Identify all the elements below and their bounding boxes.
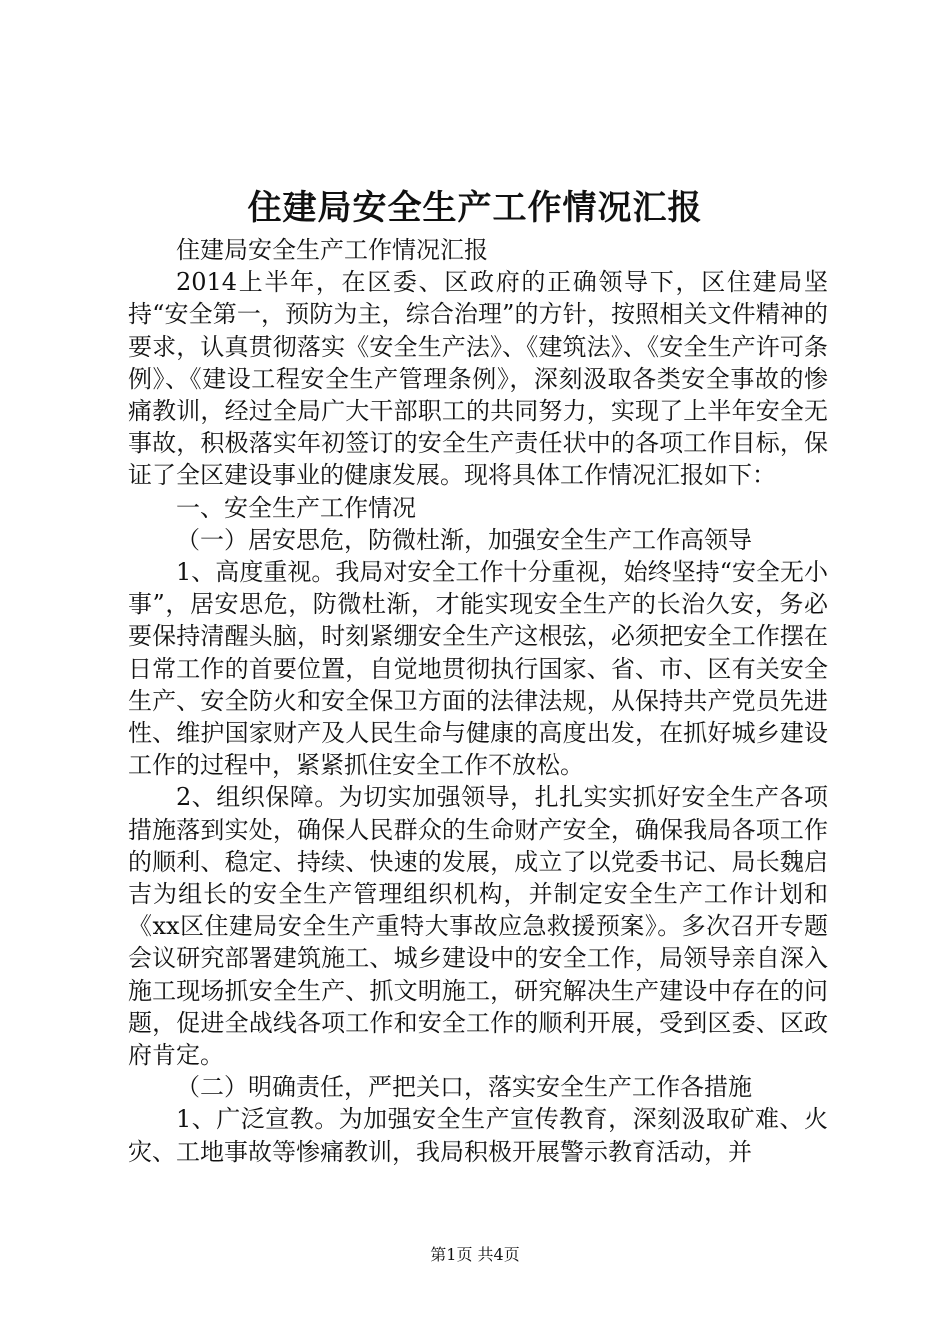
- page-number-footer: 第1页 共4页: [430, 1245, 520, 1264]
- subtitle-paragraph: 住建局安全生产工作情况汇报: [176, 236, 488, 264]
- body-paragraph: 2、组织保障。为切实加强领导，扎扎实实抓好安全生产各项措施落到实处，确保人民群众的生命财产安全，确保我局各项工作的顺利、稳定、持续、快速的发展，成立了以党委书记、局长魏启吉为组长的安全生产管理组织机构，并制定安全生产工作计划和《xx区住建局安全生产重特大事故应急救援预案》。多次召开专题会议研究部署建筑施工、城乡建设中的安全工作，局领导亲自深入施工现场抓安全生产、抓文明施工，研究解决生产建设中存在的问题，促进全战线各项工作和安全工作的顺利开展，受到区委、区政府肯定。: [128, 783, 828, 1070]
- body-paragraph: 1、高度重视。我局对安全工作十分重视，始终坚持“安全无小事”，居安思危，防微杜渐，才能实现安全生产的长治久安，务必要保持清醒头脑，时刻紧绷安全生产这根弦，必须把安全工作摆在日常工作的首要位置，自觉地贯彻执行国家、省、市、区有关安全生产、安全防火和安全保卫方面的法律法规，从保持共产党员先进性、维护国家财产及人民生命与健康的高度出发，在抓好城乡建设工作的过程中，紧紧抓住安全工作不放松。: [128, 558, 828, 780]
- intro-paragraph: 2014上半年，在区委、区政府的正确领导下，区住建局坚持“安全第一，预防为主，综合治理”的方针，按照相关文件精神的要求，认真贯彻落实《安全生产法》、《建筑法》、《安全生产许可条例》、《建设工程安全生产管理条例》，深刻汲取各类安全事故的惨痛教训，经过全局广大干部职工的共同努力，实现了上半年安全无事故，积极落实年初签订的安全生产责任状中的各项工作目标，保证了全区建设事业的健康发展。现将具体工作情况汇报如下：: [128, 268, 828, 490]
- document-body: [128, 234, 828, 1168]
- subsection-heading: （一）居安思危，防微杜渐，加强安全生产工作高领导: [176, 525, 752, 554]
- document-title: 住建局安全生产工作情况汇报: [247, 188, 703, 228]
- subsection-heading: （二）明确责任，严把关口，落实安全生产工作各措施: [176, 1073, 752, 1102]
- body-paragraph: 1、广泛宣教。为加强安全生产宣传教育，深刻汲取矿难、火灾、工地事故等惨痛教训，我局积极开展警示教育活动，并: [128, 1105, 828, 1166]
- section-heading: 一、安全生产工作情况: [176, 493, 416, 522]
